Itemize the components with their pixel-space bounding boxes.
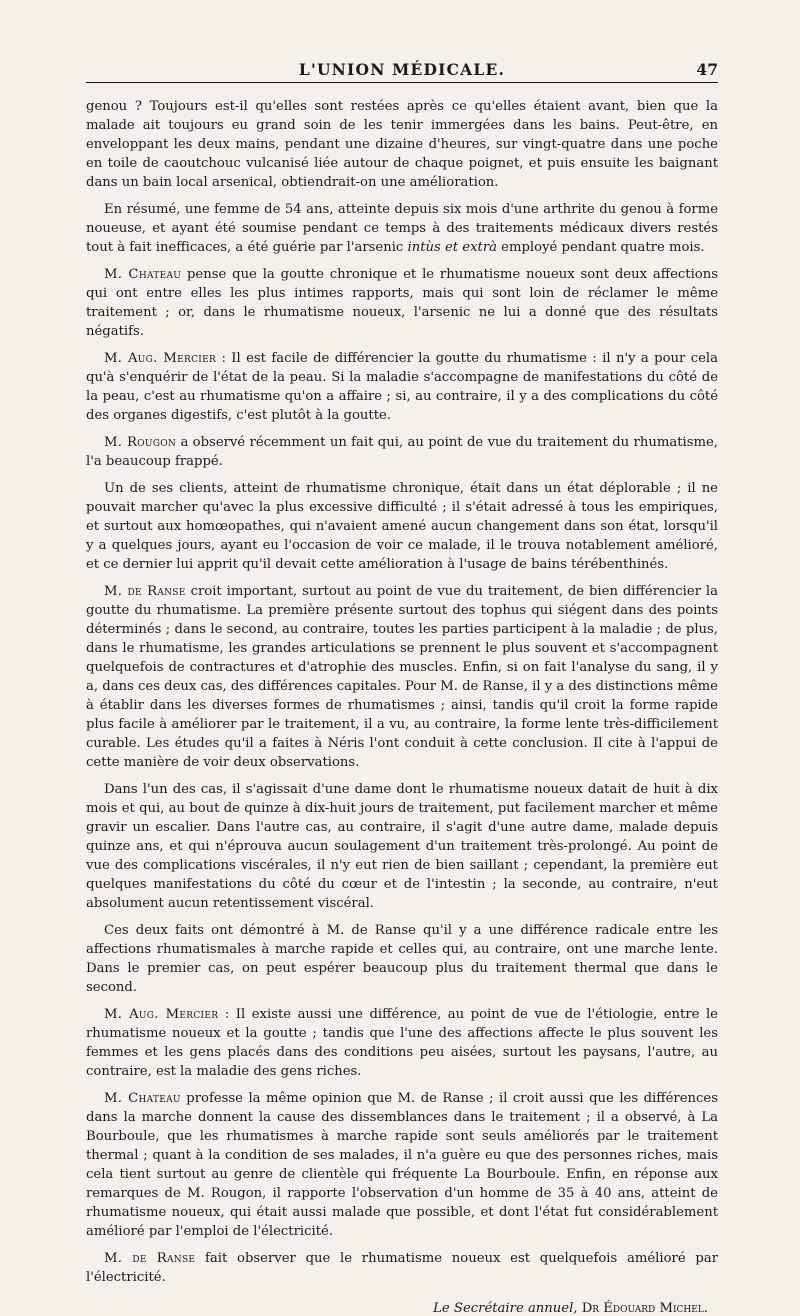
- signature-name: Dr Édouard Michel.: [581, 1301, 708, 1316]
- latin-emphasis: intùs et extrà: [407, 240, 497, 255]
- paragraph-5: M. Rougon a observé récemment un fait qui, au point de vue du traitement du rhumatisme, l'a beaucoup frappé.: [86, 435, 718, 469]
- signature-role: Le Secrétaire annuel,: [433, 1301, 578, 1316]
- signature: [86, 1301, 718, 1316]
- paragraph-8: Dans l'un des cas, il s'agissait d'une dame dont le rhumatisme noueux datait de huit à dix mois et qui, au bout de quinze à dix-huit jours de traitement, put facilement marcher et même gravir un escalier. Dans l'autre cas, au contraire, il s'agit d'une autre dame, malade depuis quinze ans, et qui n'éprouva aucun soulagement d'un traitement très-prolongé. Au point de vue des complications viscérales, il n'y eut rien de bien saillant ; cependant, la première eut quelques manifestations du côté du cœur et de l'intestin ; la seconde, au contraire, n'eut absolument aucun retentissement viscéral.: [86, 782, 718, 911]
- speaker-name: M. Rougon: [104, 435, 177, 450]
- paragraph-2: En résumé, une femme de 54 ans, atteinte depuis six mois d'une arthrite du genou à forme noueuse, et ayant été soumise pendant ce temps à des traitements médicaux divers restés tout à fait inefficaces, a été guérie par l'arsenic intùs et extrà employé pendant quatre mois.: [86, 202, 718, 255]
- speaker-name: M. de Ranse: [104, 584, 186, 599]
- running-head: [86, 58, 718, 83]
- speaker-name: M. de Ranse: [104, 1251, 196, 1266]
- paragraph-11: M. Chateau professe la même opinion que M. de Ranse ; il croit aussi que les différences dans la marche donnent la cause des dissemblances dans le traitement ; il a observé, à La Bourboule, que les rhumatismes à marche rapide sont seuls améliorés par le traitement thermal ; quant à la condition de ses malades, il n'a guère eu que des personnes riches, mais cela tient surtout au genre de clientèle qui fréquente La Bourboule. Enfin, en réponse aux remarques de M. Rougon, il rapporte l'observation d'un homme de 35 à 40 ans, atteint de rhumatisme noueux, qui était aussi malade que possible, et dont l'état fut considérablement amélioré par l'emploi de l'électricité.: [86, 1091, 718, 1239]
- body-text: [86, 97, 718, 1287]
- page-number: 47: [696, 60, 718, 79]
- paragraph-1: genou ? Toujours est-il qu'elles sont restées après ce qu'elles étaient avant, bien que la malade ait toujours eu grand soin de les tenir immergées dans les bains. Peut-être, en enveloppant les deux mains, pendant une dizaine d'heures, sur vingt-quatre dans une poche en toile de caoutchouc vulcanisé liée autour de chaque poignet, et puis ensuite les baignant dans un bain local arsenical, obtiendrait-on une amélioration.: [86, 99, 718, 190]
- paragraph-12: M. de Ranse fait observer que le rhumatisme noueux est quelquefois amélioré par l'électricité.: [86, 1251, 718, 1285]
- paragraph-7: M. de Ranse croit important, surtout au point de vue du traitement, de bien différencier la goutte du rhumatisme. La première présente surtout des tophus qui siégent dans des points déterminés ; dans le second, au contraire, toutes les parties participent à la maladie ; de plus, dans le rhumatisme, les grandes articulations se prennent le plus souvent et s'accompagnent quelquefois de contractures et d'atrophie des muscles. Enfin, si on fait l'analyse du sang, il y a, dans ces deux cas, des différences capitales. Pour M. de Ranse, il y a des distinctions même à établir dans les diverses formes de rhumatismes ; ainsi, tandis qu'il croit la forme rapide plus facile à améliorer par le traitement, il a vu, au contraire, la forme lente très-difficilement curable. Les études qu'il a faites à Néris l'ont conduit à cette conclusion. Il cite à l'appui de cette manière de voir deux observations.: [86, 584, 718, 770]
- paragraph-4: M. Aug. Mercier : Il est facile de différencier la goutte du rhumatisme : il n'y a pour cela qu'à s'enquérir de l'état de la peau. Si la maladie s'accompagne de manifestations du côté de la peau, c'est au rhumatisme qu'on a affaire ; si, au contraire, il y a des complications du côté des organes digestifs, c'est plutôt à la goutte.: [86, 351, 718, 423]
- speaker-name: M. Aug. Mercier: [104, 351, 217, 366]
- speaker-name: M. Chateau: [104, 267, 182, 282]
- speaker-name: M. Chateau: [104, 1091, 181, 1106]
- paragraph-6: Un de ses clients, atteint de rhumatisme chronique, était dans un état déplorable ; il ne pouvait marcher qu'avec la plus excessive difficulté ; il s'était adressé à tous les empiriques, et surtout aux homœopathes, qui n'avaient amené aucun changement dans son état, lorsqu'il y a quelques jours, ayant eu l'occasion de voir ce malade, il le trouva notablement amélioré, et ce dernier lui apprit qu'il devait cette amélioration à l'usage de bains térébenthinés.: [86, 481, 718, 572]
- paragraph-3: M. Chateau pense que la goutte chronique et le rhumatisme noueux sont deux affections qui ont entre elles les plus intimes rapports, mais qui sont loin de réclamer le même traitement ; or, dans le rhumatisme noueux, l'arsenic ne lui a donné que des résultats négatifs.: [86, 267, 718, 339]
- paragraph-10: M. Aug. Mercier : Il existe aussi une différence, au point de vue de l'étiologie, entre le rhumatisme noueux et la goutte ; tandis que l'une des affections affecte le plus souvent les femmes et les gens placés dans des conditions peu aisées, surtout les paysans, l'autre, au contraire, est la maladie des gens riches.: [86, 1007, 718, 1079]
- paragraph-9: Ces deux faits ont démontré à M. de Ranse qu'il y a une différence radicale entre les affections rhumatismales à marche rapide et celles qui, au contraire, ont une marche lente. Dans le premier cas, on peut espérer beaucoup plus du traitement thermal que dans le second.: [86, 923, 718, 995]
- running-title: L'UNION MÉDICALE.: [298, 60, 506, 79]
- speaker-name: M. Aug. Mercier: [104, 1007, 219, 1022]
